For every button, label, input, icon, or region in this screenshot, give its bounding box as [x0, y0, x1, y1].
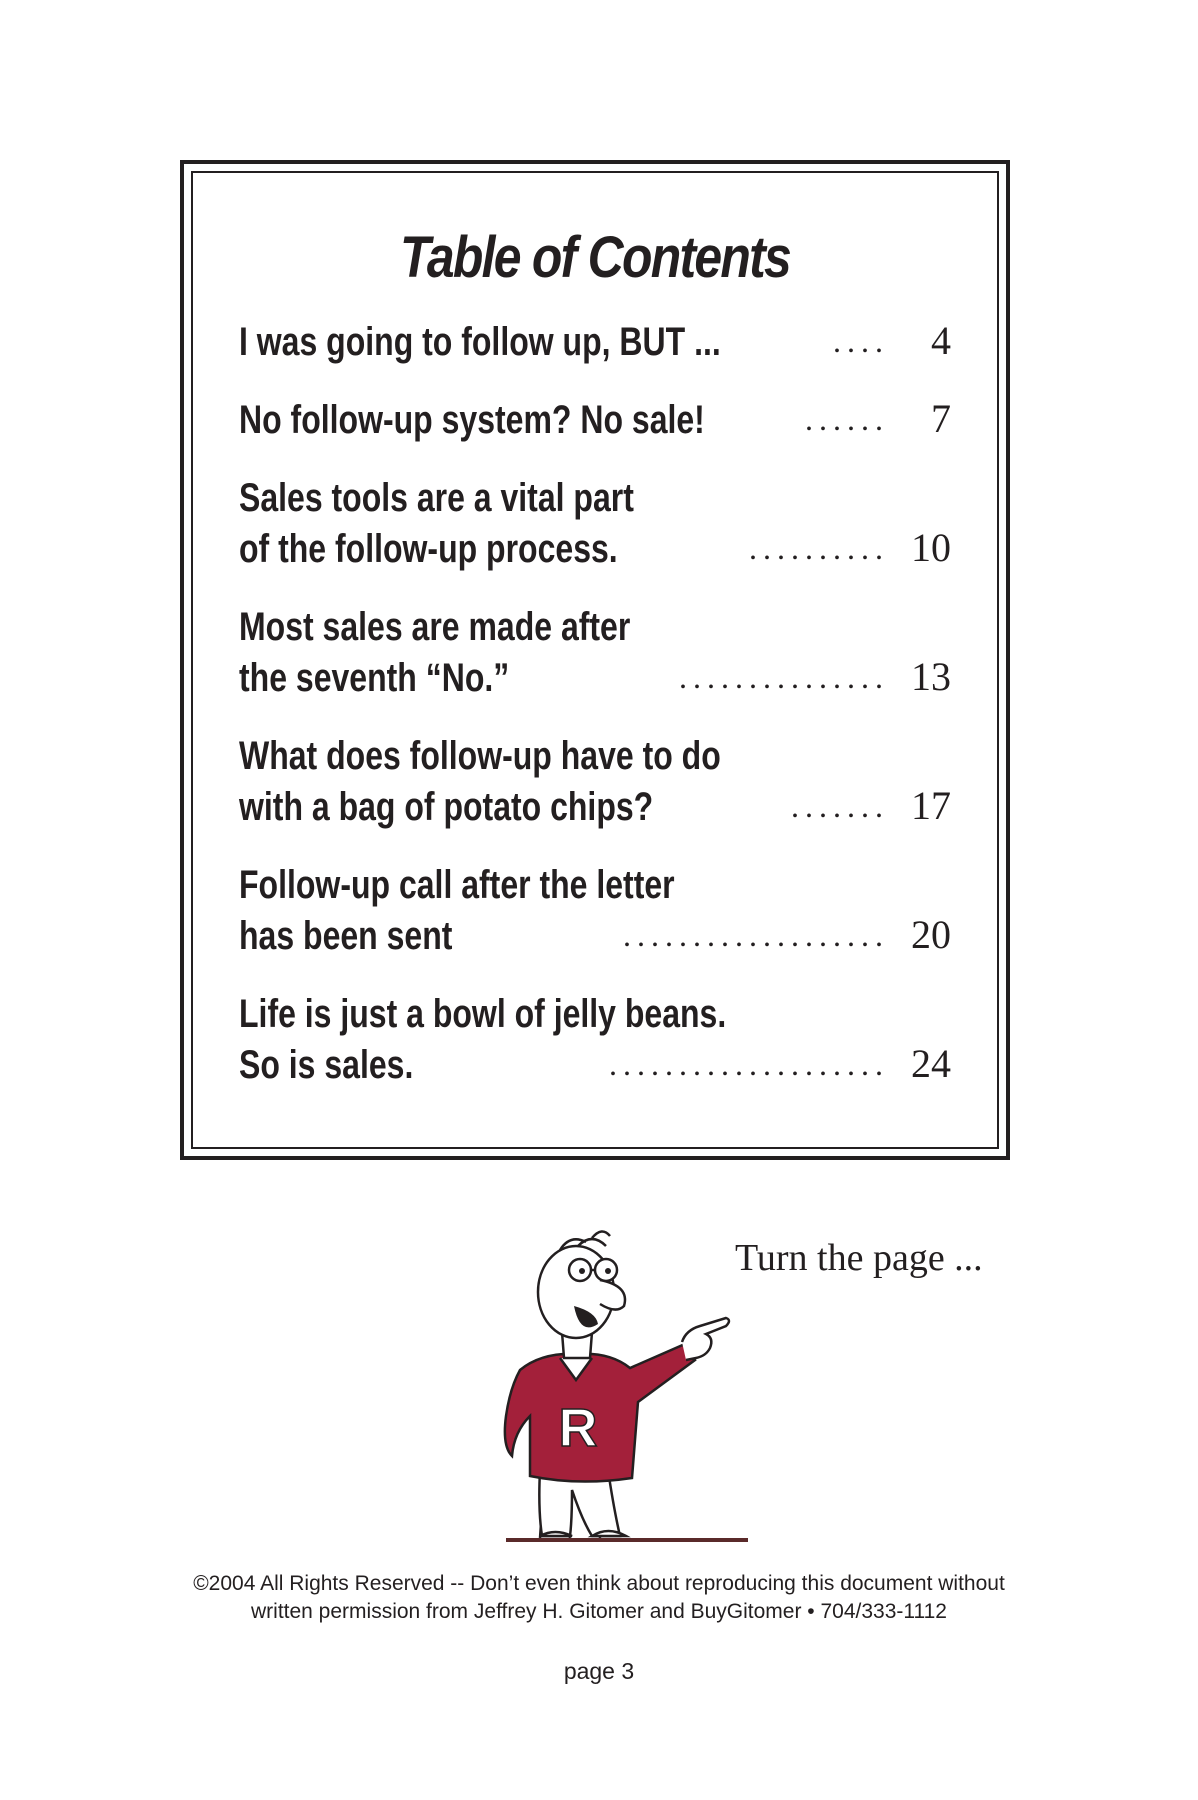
toc-entry-title-line: I was going to follow up, BUT ... — [239, 320, 721, 364]
toc-entry-title-line: of the follow-up process. — [239, 527, 618, 571]
toc-entry-title-line: has been sent — [239, 914, 453, 958]
toc-entry-title-line: the seventh “No.” — [239, 656, 510, 700]
shirt-letter: R — [558, 1398, 598, 1458]
toc-page-number: 24 — [911, 1041, 951, 1086]
copyright-notice — [0, 1570, 1198, 1626]
toc-dot-leader: .......... — [749, 530, 889, 566]
right-eye — [605, 1268, 611, 1274]
toc-entry-title-line: So is sales. — [239, 1043, 414, 1087]
toc-frame — [180, 160, 1010, 1160]
toc-page-number: 4 — [931, 318, 951, 363]
left-eye — [579, 1268, 585, 1274]
toc-dot-leader: ................... — [623, 917, 889, 953]
toc-entry-title-line: with a bag of potato chips? — [239, 785, 654, 829]
pointing-cartoon-man-illustration — [500, 1220, 760, 1550]
toc-dot-leader: ...... — [805, 401, 889, 437]
toc-dot-leader: ....... — [791, 788, 889, 824]
cartoon-svg — [500, 1220, 760, 1550]
toc-entry-title-line: What does follow-up have to do — [239, 734, 721, 778]
toc-page-number: 10 — [911, 525, 951, 570]
toc-entry-title-line: Follow-up call after the letter — [239, 863, 675, 907]
turn-the-page-caption: Turn the page ... — [735, 1237, 983, 1279]
toc-list — [239, 317, 951, 1118]
toc-page-number: 13 — [911, 654, 951, 699]
toc-entry[interactable] — [239, 731, 951, 833]
nose — [600, 1280, 625, 1310]
toc-page-number: 17 — [911, 783, 951, 828]
toc-entry[interactable] — [239, 989, 951, 1091]
toc-dot-leader: .... — [833, 323, 889, 359]
toc-page-number: 7 — [931, 396, 951, 441]
copyright-line-1: ©2004 All Rights Reserved -- Don’t even think about reproducing this document without — [193, 1572, 1005, 1595]
toc-page-number: 20 — [911, 912, 951, 957]
toc-entry-title-line: Life is just a bowl of jelly beans. — [239, 992, 727, 1036]
toc-dot-leader: ............... — [679, 659, 889, 695]
toc-dot-leader: .................... — [609, 1046, 889, 1082]
pointing-hand — [682, 1318, 729, 1360]
toc-entry[interactable] — [239, 473, 951, 575]
toc-title: Table of Contents — [399, 225, 791, 290]
toc-entry-title-line: No follow-up system? No sale! — [239, 398, 705, 442]
toc-entry[interactable] — [239, 317, 951, 368]
copyright-line-2: written permission from Jeffrey H. Gitomer and BuyGitomer • 704/333-1112 — [251, 1600, 947, 1623]
toc-entry[interactable] — [239, 602, 951, 704]
toc-entry-title-line: Most sales are made after — [239, 605, 631, 649]
toc-entry[interactable] — [239, 860, 951, 962]
toc-entry-title-line: Sales tools are a vital part — [239, 476, 634, 520]
page-number-footer: page 3 — [563, 1658, 635, 1684]
shirt — [505, 1344, 695, 1482]
toc-entry[interactable] — [239, 395, 951, 446]
